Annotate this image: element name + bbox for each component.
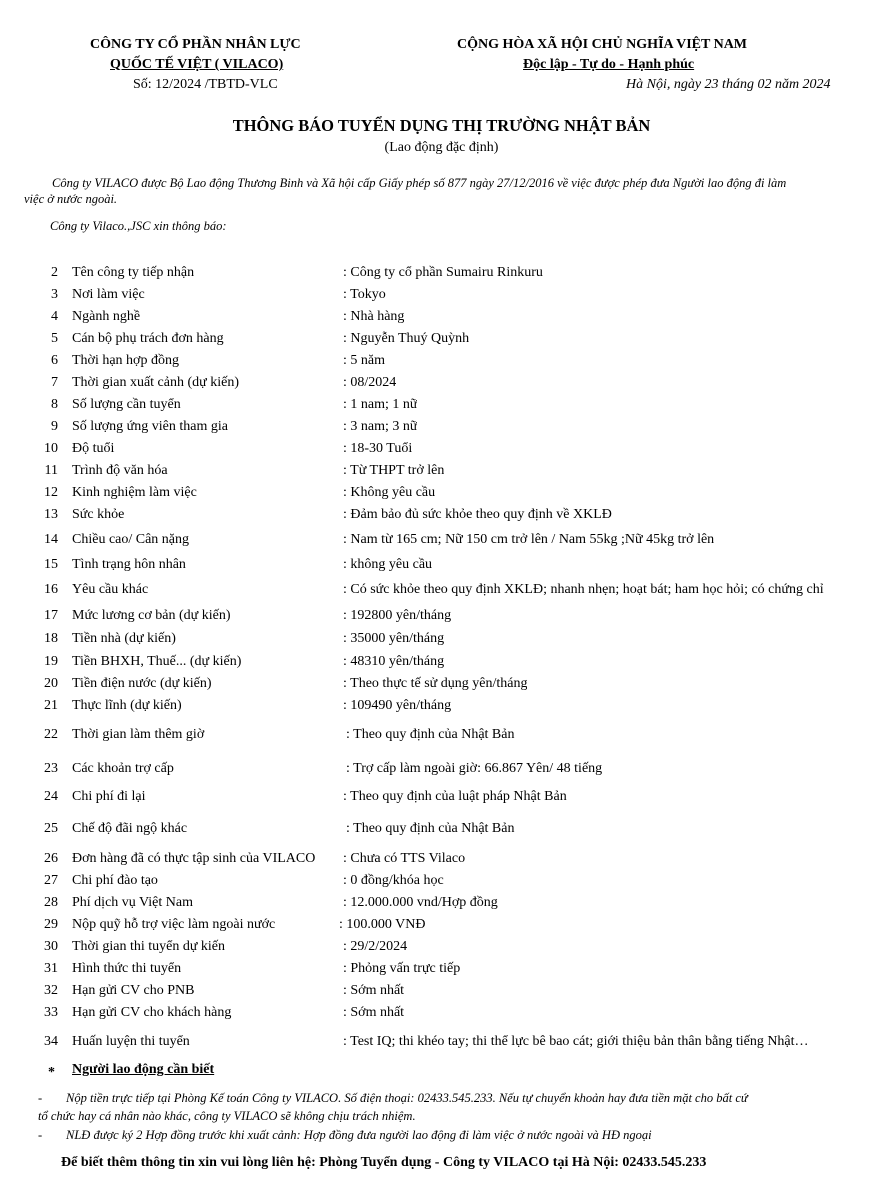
row-label: Tiền BHXH, Thuế... (dự kiến) — [72, 654, 242, 669]
row-number: 3 — [51, 287, 58, 302]
row-value: : Từ THPT trở lên — [343, 463, 445, 478]
document-number: Số: 12/2024 /TBTD-VLC — [133, 77, 278, 92]
row-label: Chiều cao/ Cân nặng — [72, 532, 190, 547]
row-number: 7 — [51, 375, 58, 390]
row-value: : Công ty cổ phần Sumairu Rinkuru — [343, 265, 543, 280]
row-label: Trình độ văn hóa — [72, 463, 168, 478]
row-label: Hạn gửi CV cho PNB — [72, 983, 195, 998]
row-value: : Chưa có TTS Vilaco — [343, 851, 466, 866]
contact-line: Để biết thêm thông tin xin vui lòng liên hệ: Phòng Tuyển dụng - Công ty VILACO tại Hà Nội: 02433.545.233 — [61, 1155, 707, 1170]
row-value: : Nam từ 165 cm; Nữ 150 cm trở lên / Nam 55kg ;Nữ 45kg trở lên — [343, 532, 715, 547]
row-label: Kinh nghiệm làm việc — [72, 485, 197, 500]
row-label: Ngành nghề — [72, 309, 141, 324]
company-name-line1: CÔNG TY CỔ PHẦN NHÂN LỰC — [90, 37, 301, 52]
row-label: Thời gian xuất cảnh (dự kiến) — [72, 375, 239, 390]
row-number: 23 — [44, 761, 58, 776]
row-value: : Đảm bảo đủ sức khỏe theo quy định về XKLĐ — [343, 507, 612, 522]
row-value: : Tokyo — [343, 287, 386, 302]
row-number: 16 — [44, 582, 58, 597]
row-number: 29 — [44, 917, 58, 932]
row-number: 9 — [51, 419, 58, 434]
row-value: : Theo quy định của luật pháp Nhật Bản — [343, 789, 567, 804]
row-value: : Có sức khỏe theo quy định XKLĐ; nhanh nhẹn; hoạt bát; ham học hỏi; có chứng chỉ — [343, 582, 824, 597]
row-label: Tiền điện nước (dự kiến) — [72, 676, 212, 691]
notice-item-1-line-1: Nộp tiền trực tiếp tại Phòng Kế toán Công ty VILACO. Số điện thoại: 02433.545.233. Nếu tự chuyển khoản hay đưa tiền mặt cho bất cứ — [66, 1091, 748, 1105]
row-number: 12 — [44, 485, 58, 500]
row-value: : 29/2/2024 — [343, 939, 408, 954]
company-name-line2: QUỐC TẾ VIỆT ( VILACO) — [110, 57, 284, 72]
row-value: : Trợ cấp làm ngoài giờ: 66.867 Yên/ 48 tiếng — [346, 761, 603, 776]
row-label: Sức khỏe — [72, 507, 125, 522]
row-number: 32 — [44, 983, 58, 998]
row-value: : 0 đồng/khóa học — [343, 873, 444, 888]
row-value: : 192800 yên/tháng — [343, 608, 452, 623]
row-value: : 08/2024 — [343, 375, 397, 390]
row-value: : Nhà hàng — [343, 309, 405, 324]
row-value: : Nguyễn Thuý Quỳnh — [343, 331, 470, 346]
row-label: Tên công ty tiếp nhận — [72, 265, 195, 280]
row-number: 17 — [44, 608, 58, 623]
row-label: Yêu cầu khác — [72, 582, 149, 597]
row-label: Hạn gửi CV cho khách hàng — [72, 1005, 232, 1020]
row-label: Mức lương cơ bản (dự kiến) — [72, 608, 231, 623]
row-value: : 48310 yên/tháng — [343, 654, 445, 669]
row-label: Tình trạng hôn nhân — [72, 557, 186, 572]
row-value: : 35000 yên/tháng — [343, 631, 445, 646]
row-label: Hình thức thi tuyển — [72, 961, 182, 976]
row-number: 24 — [44, 789, 58, 804]
intro-line-2: việc ở nước ngoài. — [24, 192, 118, 206]
row-label: Đơn hàng đã có thực tập sinh của VILACO — [72, 851, 316, 866]
row-value: : Sớm nhất — [343, 1005, 405, 1020]
row-label: Các khoản trợ cấp — [72, 761, 174, 776]
row-number: 34 — [44, 1034, 58, 1049]
document-date: Hà Nội, ngày 23 tháng 02 năm 2024 — [626, 77, 831, 92]
row-label: Chi phí đào tạo — [72, 873, 158, 888]
row-value: : 18-30 Tuổi — [343, 441, 413, 456]
row-number: 30 — [44, 939, 58, 954]
row-label: Số lượng cần tuyển — [72, 397, 181, 412]
row-number: 20 — [44, 676, 58, 691]
row-label: Cán bộ phụ trách đơn hàng — [72, 331, 224, 346]
notice-bullet: * — [48, 1065, 55, 1080]
row-value: : Không yêu cầu — [343, 485, 436, 500]
row-number: 25 — [44, 821, 58, 836]
row-number: 27 — [44, 873, 58, 888]
row-number: 2 — [51, 265, 58, 280]
row-value: : 1 nam; 1 nữ — [343, 397, 418, 412]
row-number: 18 — [44, 631, 58, 646]
row-number: 26 — [44, 851, 58, 866]
row-number: 21 — [44, 698, 58, 713]
row-value: : 100.000 VNĐ — [339, 917, 426, 932]
row-number: 33 — [44, 1005, 58, 1020]
notice-heading: Người lao động cần biết — [72, 1062, 215, 1077]
row-label: Chế độ đãi ngộ khác — [72, 821, 188, 836]
row-label: Thời gian thi tuyển dự kiến — [72, 939, 226, 954]
row-number: 8 — [51, 397, 58, 412]
row-value: : 3 nam; 3 nữ — [343, 419, 418, 434]
country-title: CỘNG HÒA XÃ HỘI CHỦ NGHĨA VIỆT NAM — [457, 37, 748, 52]
row-value: : không yêu cầu — [343, 557, 433, 572]
row-value: : Sớm nhất — [343, 983, 405, 998]
country-motto: Độc lập - Tự do - Hạnh phúc — [523, 57, 695, 72]
intro-line-3: Công ty Vilaco.,JSC xin thông báo: — [50, 219, 227, 233]
row-label: Nộp quỹ hỗ trợ việc làm ngoài nước — [72, 917, 276, 932]
row-value: : Theo quy định của Nhật Bản — [346, 727, 515, 742]
notice-item-1-line-2: tổ chức hay cá nhân nào khác, công ty VILACO sẽ không chịu trách nhiệm. — [38, 1109, 416, 1123]
row-value: : Phỏng vấn trực tiếp — [343, 961, 461, 976]
row-label: Số lượng ứng viên tham gia — [72, 419, 228, 434]
row-value: : 109490 yên/tháng — [343, 698, 452, 713]
row-label: Huấn luyện thi tuyển — [72, 1034, 190, 1049]
row-number: 22 — [44, 727, 58, 742]
row-label: Độ tuổi — [72, 441, 115, 456]
row-label: Chi phí đi lại — [72, 789, 146, 804]
row-value: : Theo quy định của Nhật Bản — [346, 821, 515, 836]
row-label: Thời gian làm thêm giờ — [72, 727, 205, 742]
row-value: : 12.000.000 vnd/Hợp đồng — [343, 895, 498, 910]
row-number: 5 — [51, 331, 58, 346]
row-number: 31 — [44, 961, 58, 976]
row-number: 4 — [51, 309, 58, 324]
row-number: 14 — [44, 532, 58, 547]
row-label: Phí dịch vụ Việt Nam — [72, 895, 194, 910]
row-number: 13 — [44, 507, 58, 522]
row-value: : Test IQ; thi khéo tay; thi thể lực bê bao cát; giới thiệu bản thân bằng tiếng Nhật… — [343, 1034, 809, 1049]
row-number: 15 — [44, 557, 58, 572]
notice-dash-2: - — [38, 1128, 43, 1142]
row-label: Tiền nhà (dự kiến) — [72, 631, 176, 646]
row-label: Thời hạn hợp đồng — [72, 353, 179, 368]
row-number: 19 — [44, 654, 58, 669]
row-number: 11 — [44, 463, 58, 478]
row-label: Nơi làm việc — [72, 287, 145, 302]
notice-item-2: NLĐ được ký 2 Hợp đồng trước khi xuất cảnh: Hợp đồng đưa người lao động đi làm việc ở nước ngoài và HĐ ngoại — [66, 1128, 652, 1142]
page-title: THÔNG BÁO TUYỂN DỤNG THỊ TRƯỜNG NHẬT BẢN — [232, 116, 651, 135]
row-label: Thực lĩnh (dự kiến) — [72, 698, 182, 713]
notice-dash-1: - — [38, 1091, 43, 1105]
row-number: 10 — [44, 441, 58, 456]
row-number: 28 — [44, 895, 58, 910]
row-number: 6 — [51, 353, 58, 368]
row-value: : Theo thực tế sử dụng yên/tháng — [343, 676, 528, 691]
intro-line-1: Công ty VILACO được Bộ Lao động Thương Binh và Xã hội cấp Giấy phép số 877 ngày 27/12/2016 về việc được phép đưa Người lao động đi làm — [52, 176, 787, 190]
page-subtitle: (Lao động đặc định) — [384, 140, 499, 155]
row-value: : 5 năm — [343, 353, 385, 368]
